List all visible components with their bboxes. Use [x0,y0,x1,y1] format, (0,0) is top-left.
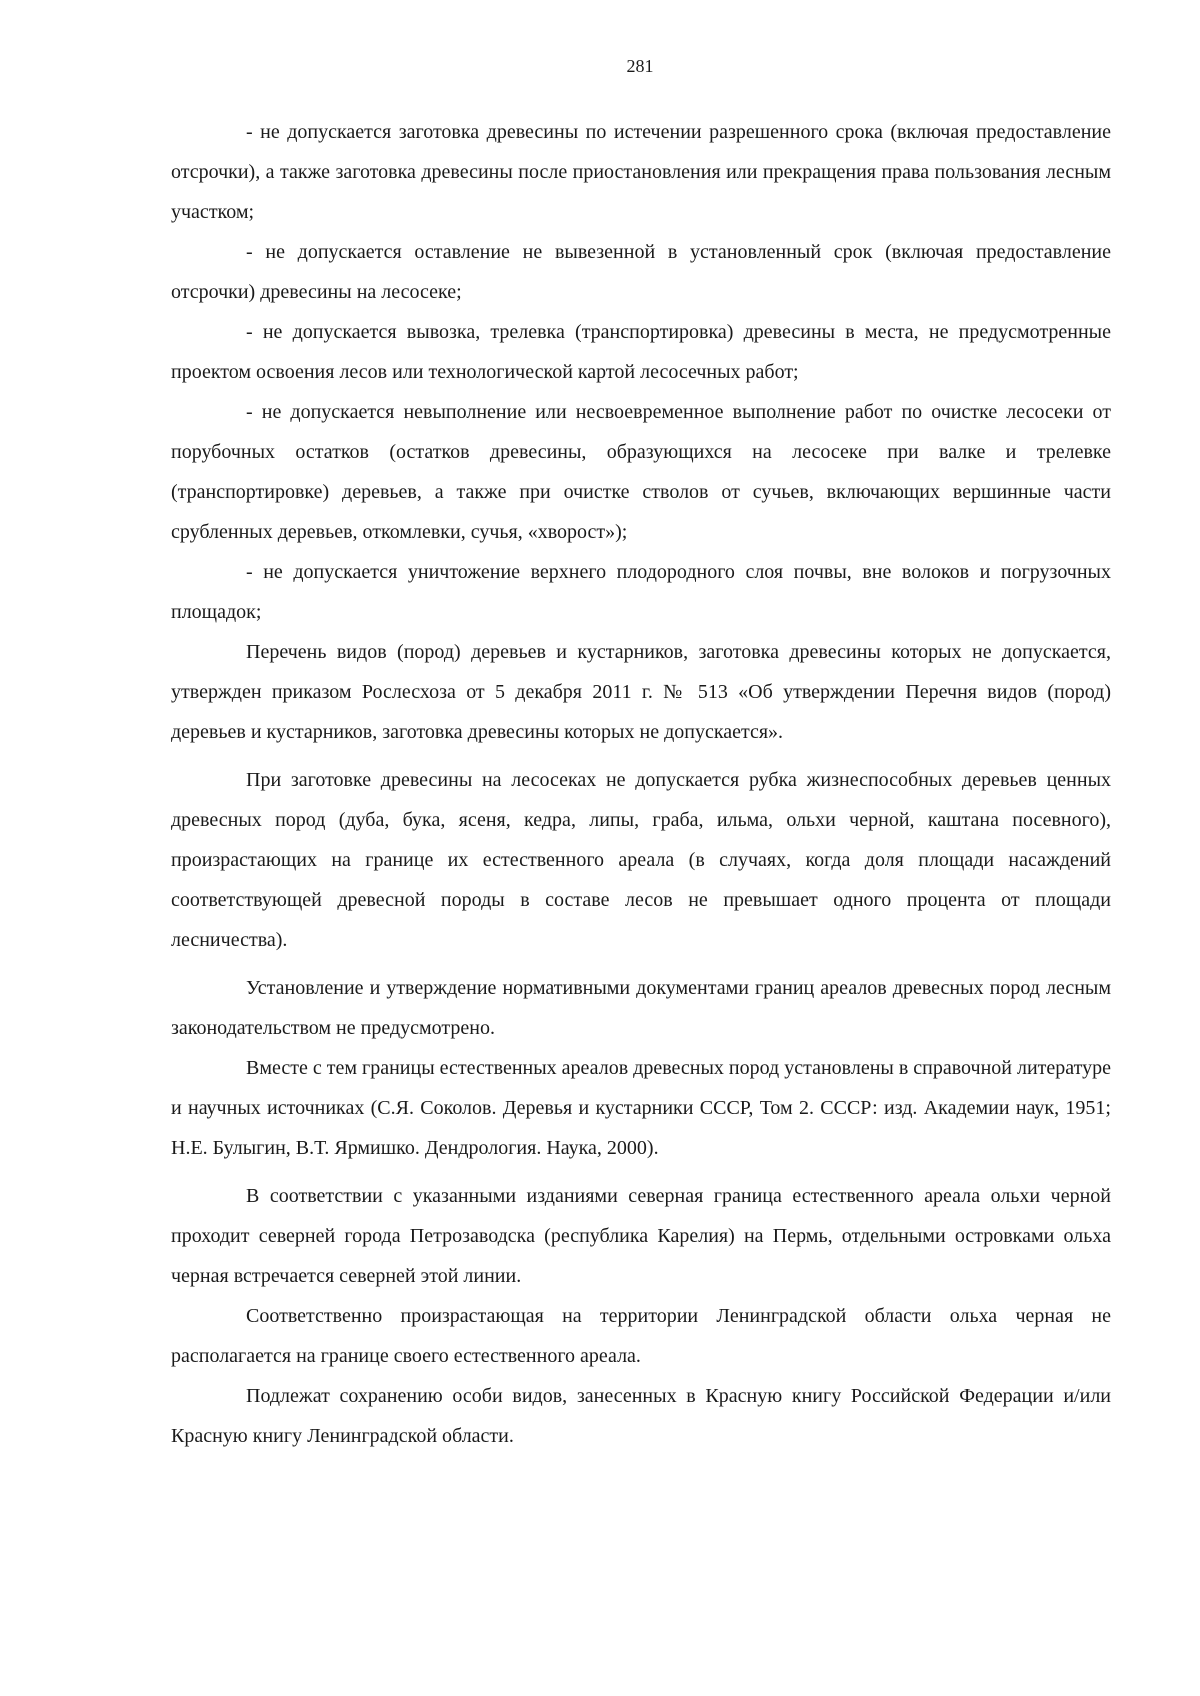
paragraph-leningrad-black-alder: Соответственно произрастающая на территории Ленинградской области ольха черная не располагается на границе своего естественного ареала. [171,1305,1111,1367]
page-number: 281 [626,56,654,76]
paragraph-range-boundaries-not-set: Установление и утверждение нормативными документами границ ареалов древесных пород лесным законодательством не предусмотрено. [171,977,1111,1039]
paragraph-valuable-species-range: При заготовке древесины на лесосеках не допускается рубка жизнеспособных деревьев ценных древесных пород (дуба, бука, ясеня, кедра, липы, граба, ильма, ольхи черной, каштана посевного), произрастающих на границе их естественного ареала (в случаях, когда доля площади насаждений соответствующей древесной породы в составе лесов не превышает одного процента от площади лесничества). [171,769,1111,951]
document-body [171,112,1111,1456]
paragraph-reference-sources: Вместе с тем границы естественных ареалов древесных пород установлены в справочной литературе и научных источниках (С.Я. Соколов. Деревья и кустарники СССР, Том 2. СССР: изд. Академии наук, 1951; Н.Е. Булыгин, В.Т. Ярмишко. Дендрология. Наука, 2000). [171,1057,1112,1159]
paragraph-harvest-after-deadline: - не допускается заготовка древесины по истечении разрешенного срока (включая предоставление отсрочки), а также заготовка древесины после приостановления или прекращения права пользования лесным участком; [171,121,1111,223]
paragraph-red-book-protection: Подлежат сохранению особи видов, занесенных в Красную книгу Российской Федерации и/или Красную книгу Ленинградской области. [171,1385,1111,1447]
paragraph-black-alder-boundary: В соответствии с указанными изданиями северная граница естественного ареала ольхи черной проходит северней города Петрозаводска (республика Карелия) на Пермь, отдельными островками ольха черная встречается северней этой линии. [171,1185,1111,1287]
paragraph-topsoil-destruction: - не допускается уничтожение верхнего плодородного слоя почвы, вне волоков и погрузочных площадок; [171,561,1111,623]
paragraph-unremoved-timber: - не допускается оставление не вывезенной в установленный срок (включая предоставление отсрочки) древесины на лесосеке; [171,241,1111,303]
paragraph-skidding-outside-project: - не допускается вывозка, трелевка (транспортировка) древесины в места, не предусмотренные проектом освоения лесов или технологической картой лесосечных работ; [171,321,1111,383]
paragraph-prohibited-species-list: Перечень видов (пород) деревьев и кустарников, заготовка древесины которых не допускается, утвержден приказом Рослесхоза от 5 декабря 2011 г. № 513 «Об утверждении Перечня видов (пород) деревьев и кустарников, заготовка древесины которых не допускается». [171,641,1111,743]
paragraph-logging-residue-cleanup: - не допускается невыполнение или несвоевременное выполнение работ по очистке лесосеки от порубочных остатков (остатков древесины, образующихся на лесосеке при валке и трелевке (транспортировке) деревьев, а также при очистке стволов от сучьев, включающих вершинные части срубленных деревьев, откомлевки, сучья, «хворост»); [171,401,1111,543]
